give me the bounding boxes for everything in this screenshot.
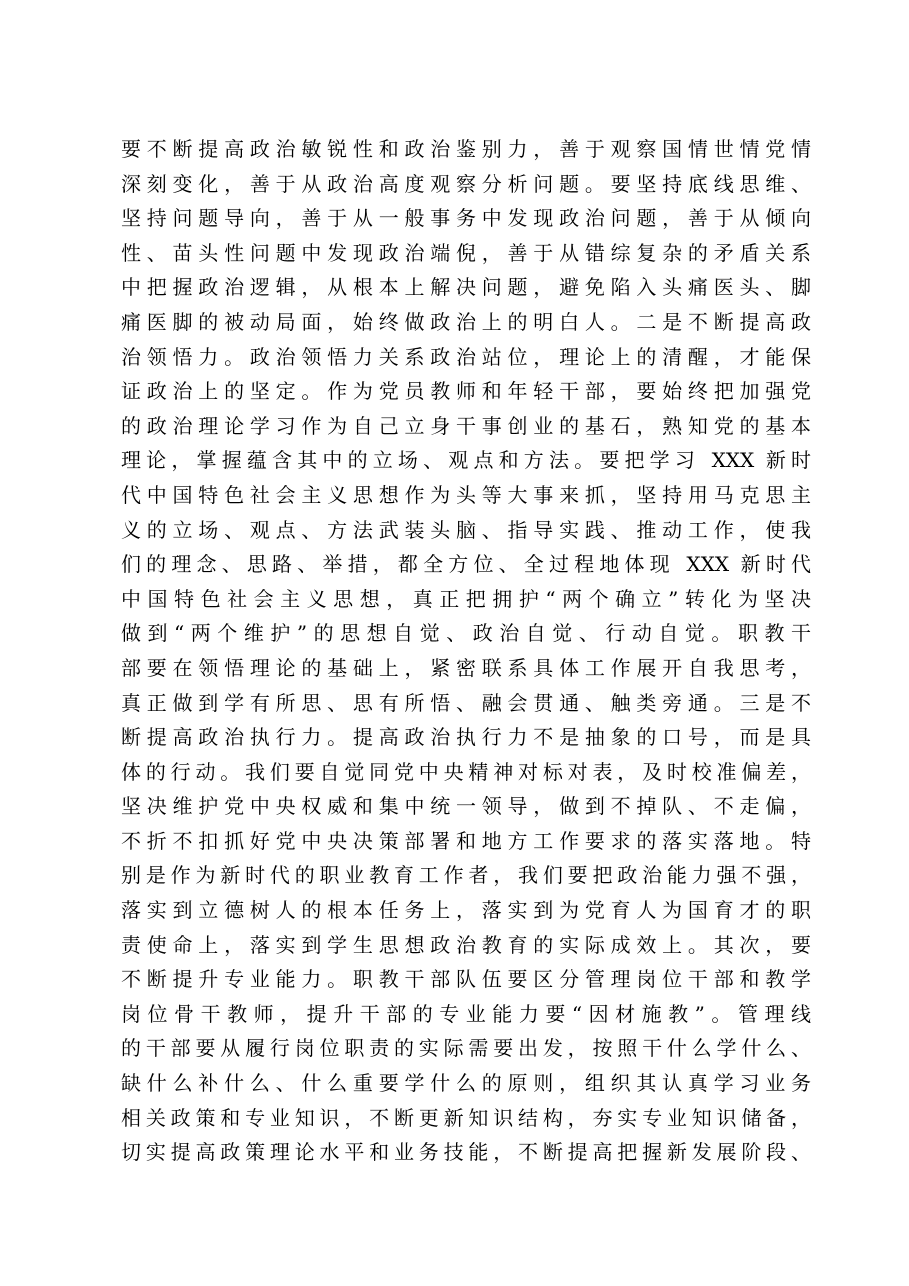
text-line: 要不断提高政治敏锐性和政治鉴别力，善于观察国情世情党情 — [121, 137, 811, 161]
text-line: 深刻变化，善于从政治高度观察分析问题。要坚持底线思维、 — [121, 171, 811, 196]
text-line: 体的行动。我们要自觉同党中央精神对标对表，及时校准偏差， — [121, 759, 811, 784]
text-line: 真正做到学有所思、思有所悟、融会贯通、触类旁通。三是不 — [121, 690, 811, 715]
text-line: 切实提高政策理论水平和业务技能，不断提高把握新发展阶段、 — [121, 1140, 811, 1165]
text-line: 们的理念、思路、举措，都全方位、全过程地体现 XXX 新时代 — [121, 552, 811, 577]
text-line: 落实到立德树人的根本任务上，落实到为党育人为国育才的职 — [121, 898, 811, 923]
text-line: 做到“两个维护”的思想自觉、政治自觉、行动自觉。职教干 — [121, 621, 811, 646]
text-line: 义的立场、观点、方法武装头脑、指导实践、推动工作，使我 — [121, 517, 811, 542]
text-line: 不断提升专业能力。职教干部队伍要区分管理岗位干部和教学 — [121, 967, 811, 992]
text-line: 岗位骨干教师，提升干部的专业能力要“因材施教”。管理线 — [121, 1001, 811, 1026]
text-line: 断提高政治执行力。提高政治执行力不是抽象的口号，而是具 — [121, 725, 811, 750]
text-line: 中把握政治逻辑，从根本上解决问题，避免陷入头痛医头、脚 — [121, 275, 811, 300]
text-line: 别是作为新时代的职业教育工作者，我们要把政治能力强不强， — [121, 863, 811, 888]
text-line: 的政治理论学习作为自己立身干事创业的基石，熟知党的基本 — [121, 413, 811, 438]
text-line: 相关政策和专业知识，不断更新知识结构，夯实专业知识储备， — [121, 1105, 811, 1130]
text-line: 责使命上，落实到学生思想政治教育的实际成效上。其次，要 — [121, 932, 811, 957]
text-line: 中国特色社会主义思想，真正把拥护“两个确立”转化为坚决 — [121, 586, 811, 611]
text-line: 坚决维护党中央权威和集中统一领导，做到不掉队、不走偏， — [121, 794, 811, 819]
text-line: 痛医脚的被动局面，始终做政治上的明白人。二是不断提高政 — [121, 309, 811, 334]
body-paragraph — [121, 132, 811, 1170]
text-line: 理论，掌握蕴含其中的立场、观点和方法。要把学习 XXX 新时 — [121, 448, 811, 473]
text-line: 缺什么补什么、什么重要学什么的原则，组织其认真学习业务 — [121, 1071, 811, 1096]
text-line: 坚持问题导向，善于从一般事务中发现政治问题，善于从倾向 — [121, 206, 811, 231]
text-line: 证政治上的坚定。作为党员教师和年轻干部，要始终把加强党 — [121, 379, 811, 404]
text-line: 性、苗头性问题中发现政治端倪，善于从错综复杂的矛盾关系 — [121, 240, 811, 265]
text-line: 治领悟力。政治领悟力关系政治站位，理论上的清醒，才能保 — [121, 344, 811, 369]
text-line: 的干部要从履行岗位职责的实际需要出发，按照干什么学什么、 — [121, 1036, 811, 1061]
text-line: 部要在领悟理论的基础上，紧密联系具体工作展开自我思考， — [121, 655, 811, 680]
text-line: 代中国特色社会主义思想作为头等大事来抓，坚持用马克思主 — [121, 482, 811, 507]
text-line: 不折不扣抓好党中央决策部署和地方工作要求的落实落地。特 — [121, 828, 811, 853]
